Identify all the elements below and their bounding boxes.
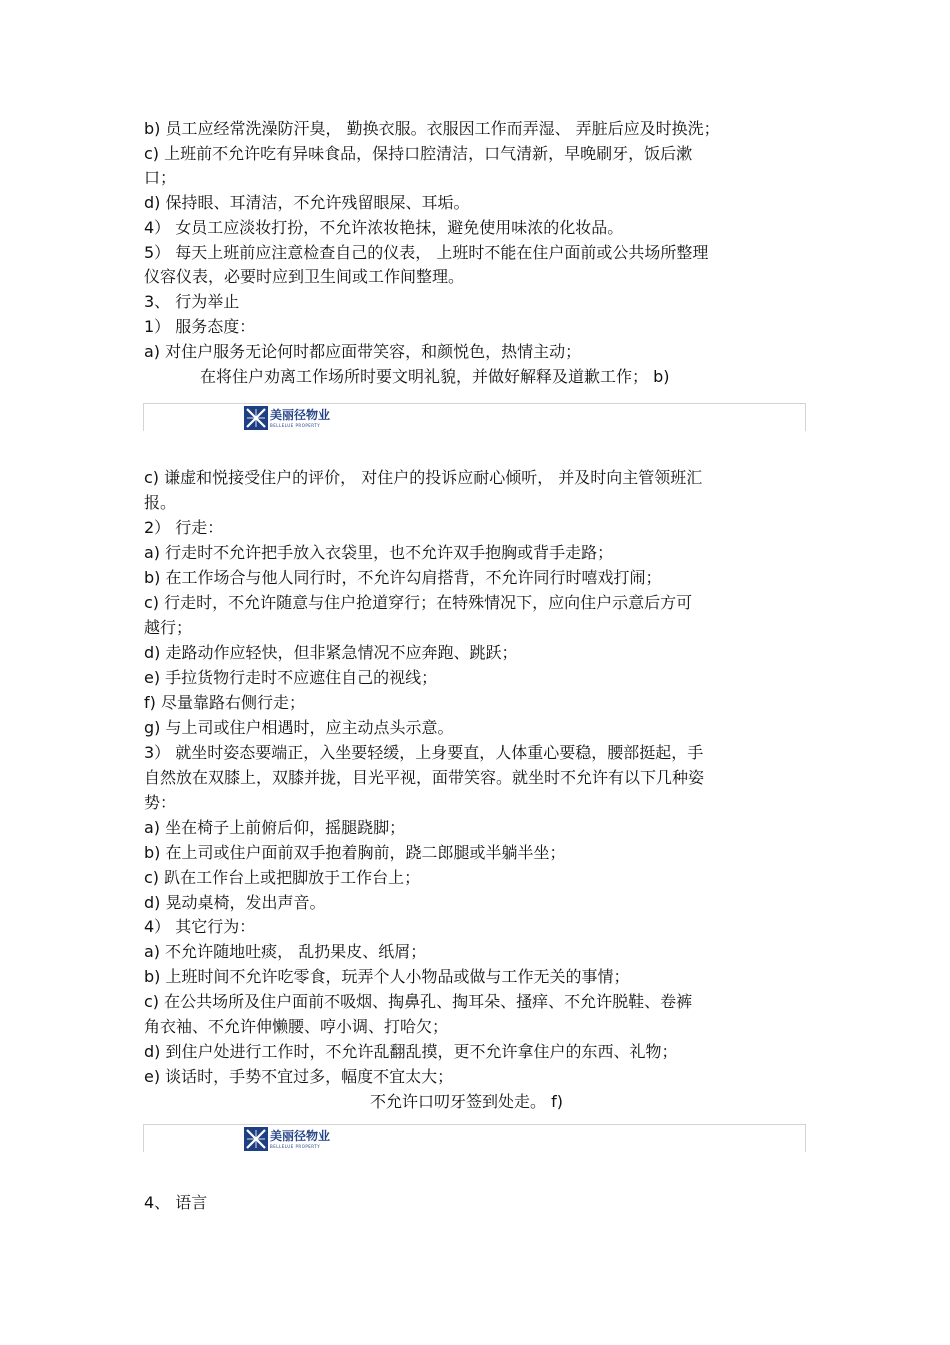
text-line: 不允许口叨牙签到处走。 f) <box>370 1092 563 1111</box>
page-header-divider <box>143 403 806 431</box>
text-line: 4） 女员工应淡妆打扮，不允许浓妆艳抹，避免使用味浓的化妆品。 <box>144 218 624 237</box>
text-line: 3） 就坐时姿态要端正，入坐要轻缓，上身要直，人体重心要稳，腰部挺起，手 <box>144 743 704 762</box>
text-line: g) 与上司或住户相遇时，应主动点头示意。 <box>144 718 454 737</box>
section-heading: 3、 行为举止 <box>144 292 240 311</box>
page-header-divider <box>143 1124 806 1152</box>
text-line: 仪容仪表，必要时应到卫生间或工作间整理。 <box>144 267 465 286</box>
text-line: d) 走路动作应轻快，但非紧急情况不应奔跑、跳跃； <box>144 643 518 662</box>
text-line: d) 保持眼、耳清洁，不允许残留眼屎、耳垢。 <box>144 193 470 212</box>
logo-mark-icon <box>244 1127 268 1151</box>
text-line: c) 上班前不允许吃有异味食品，保持口腔清洁，口气清新，早晚刷牙，饭后漱 <box>144 144 693 163</box>
company-logo <box>244 406 354 432</box>
text-line: a) 坐在椅子上前俯后仰，摇腿跷脚； <box>144 818 406 837</box>
text-line: a) 行走时不允许把手放入衣袋里，也不允许双手抱胸或背手走路； <box>144 543 614 562</box>
text-line: b) 在工作场合与他人同行时，不允许勾肩搭背，不允许同行时嘻戏打闹； <box>144 568 662 587</box>
text-line: d) 晃动桌椅，发出声音。 <box>144 893 326 912</box>
text-line: e) 手拉货物行走时不应遮住自己的视线； <box>144 668 438 687</box>
logo-name-cn: 美丽径物业 <box>270 408 331 422</box>
logo-name-cn: 美丽径物业 <box>270 1129 331 1143</box>
text-line: 自然放在双膝上，双膝并拢，目光平视，面带笑容。就坐时不允许有以下几种姿 <box>144 768 705 787</box>
text-line: b) 在上司或住户面前双手抱着胸前，跷二郎腿或半躺半坐； <box>144 843 566 862</box>
text-line: 5） 每天上班前应注意检查自己的仪表， 上班时不能在住户面前或公共场所整理 <box>144 243 709 262</box>
logo-mark-icon <box>244 406 268 430</box>
text-line: 在将住户劝离工作场所时要文明礼貌，并做好解释及道歉工作； b) <box>200 367 670 386</box>
logo-name-en: BELLELUE PROPERTY <box>270 423 321 428</box>
text-line: c) 趴在工作台上或把脚放于工作台上； <box>144 868 421 887</box>
text-line: a) 对住户服务无论何时都应面带笑容，和颜悦色，热情主动； <box>144 342 582 361</box>
text-line: c) 在公共场所及住户面前不吸烟、掏鼻孔、掏耳朵、搔痒、不允许脱鞋、卷裤 <box>144 992 693 1011</box>
logo-name-en: BELLELUE PROPERTY <box>270 1144 321 1149</box>
text-line: a) 不允许随地吐痰， 乱扔果皮、纸屑； <box>144 942 427 961</box>
text-line: 1） 服务态度： <box>144 317 256 336</box>
text-line: 越行； <box>144 618 193 637</box>
text-line: f) 尽量靠路右侧行走； <box>144 693 305 712</box>
text-line: b) 员工应经常洗澡防汗臭， 勤换衣服。衣服因工作而弄湿、 弄脏后应及时换洗； <box>144 119 720 138</box>
text-line: e) 谈话时，手势不宜过多，幅度不宜太大； <box>144 1067 454 1086</box>
section-heading: 4、 语言 <box>144 1193 208 1212</box>
text-line: 势： <box>144 793 177 812</box>
text-line: b) 上班时间不允许吃零食，玩弄个人小物品或做与工作无关的事情； <box>144 967 630 986</box>
text-line: c) 谦虚和悦接受住户的评价， 对住户的投诉应耐心倾听， 并及时向主管领班汇 <box>144 468 703 487</box>
text-line: 2） 行走： <box>144 518 224 537</box>
text-line: d) 到住户处进行工作时，不允许乱翻乱摸，更不允许拿住户的东西、礼物； <box>144 1042 678 1061</box>
text-line: c) 行走时，不允许随意与住户抢道穿行；在特殊情况下，应向住户示意后方可 <box>144 593 693 612</box>
text-line: 4） 其它行为： <box>144 917 256 936</box>
text-line: 报。 <box>144 493 177 512</box>
company-logo <box>244 1127 354 1153</box>
text-line: 角衣袖、不允许伸懒腰、哼小调、打哈欠； <box>144 1017 449 1036</box>
text-line: 口； <box>144 168 177 187</box>
